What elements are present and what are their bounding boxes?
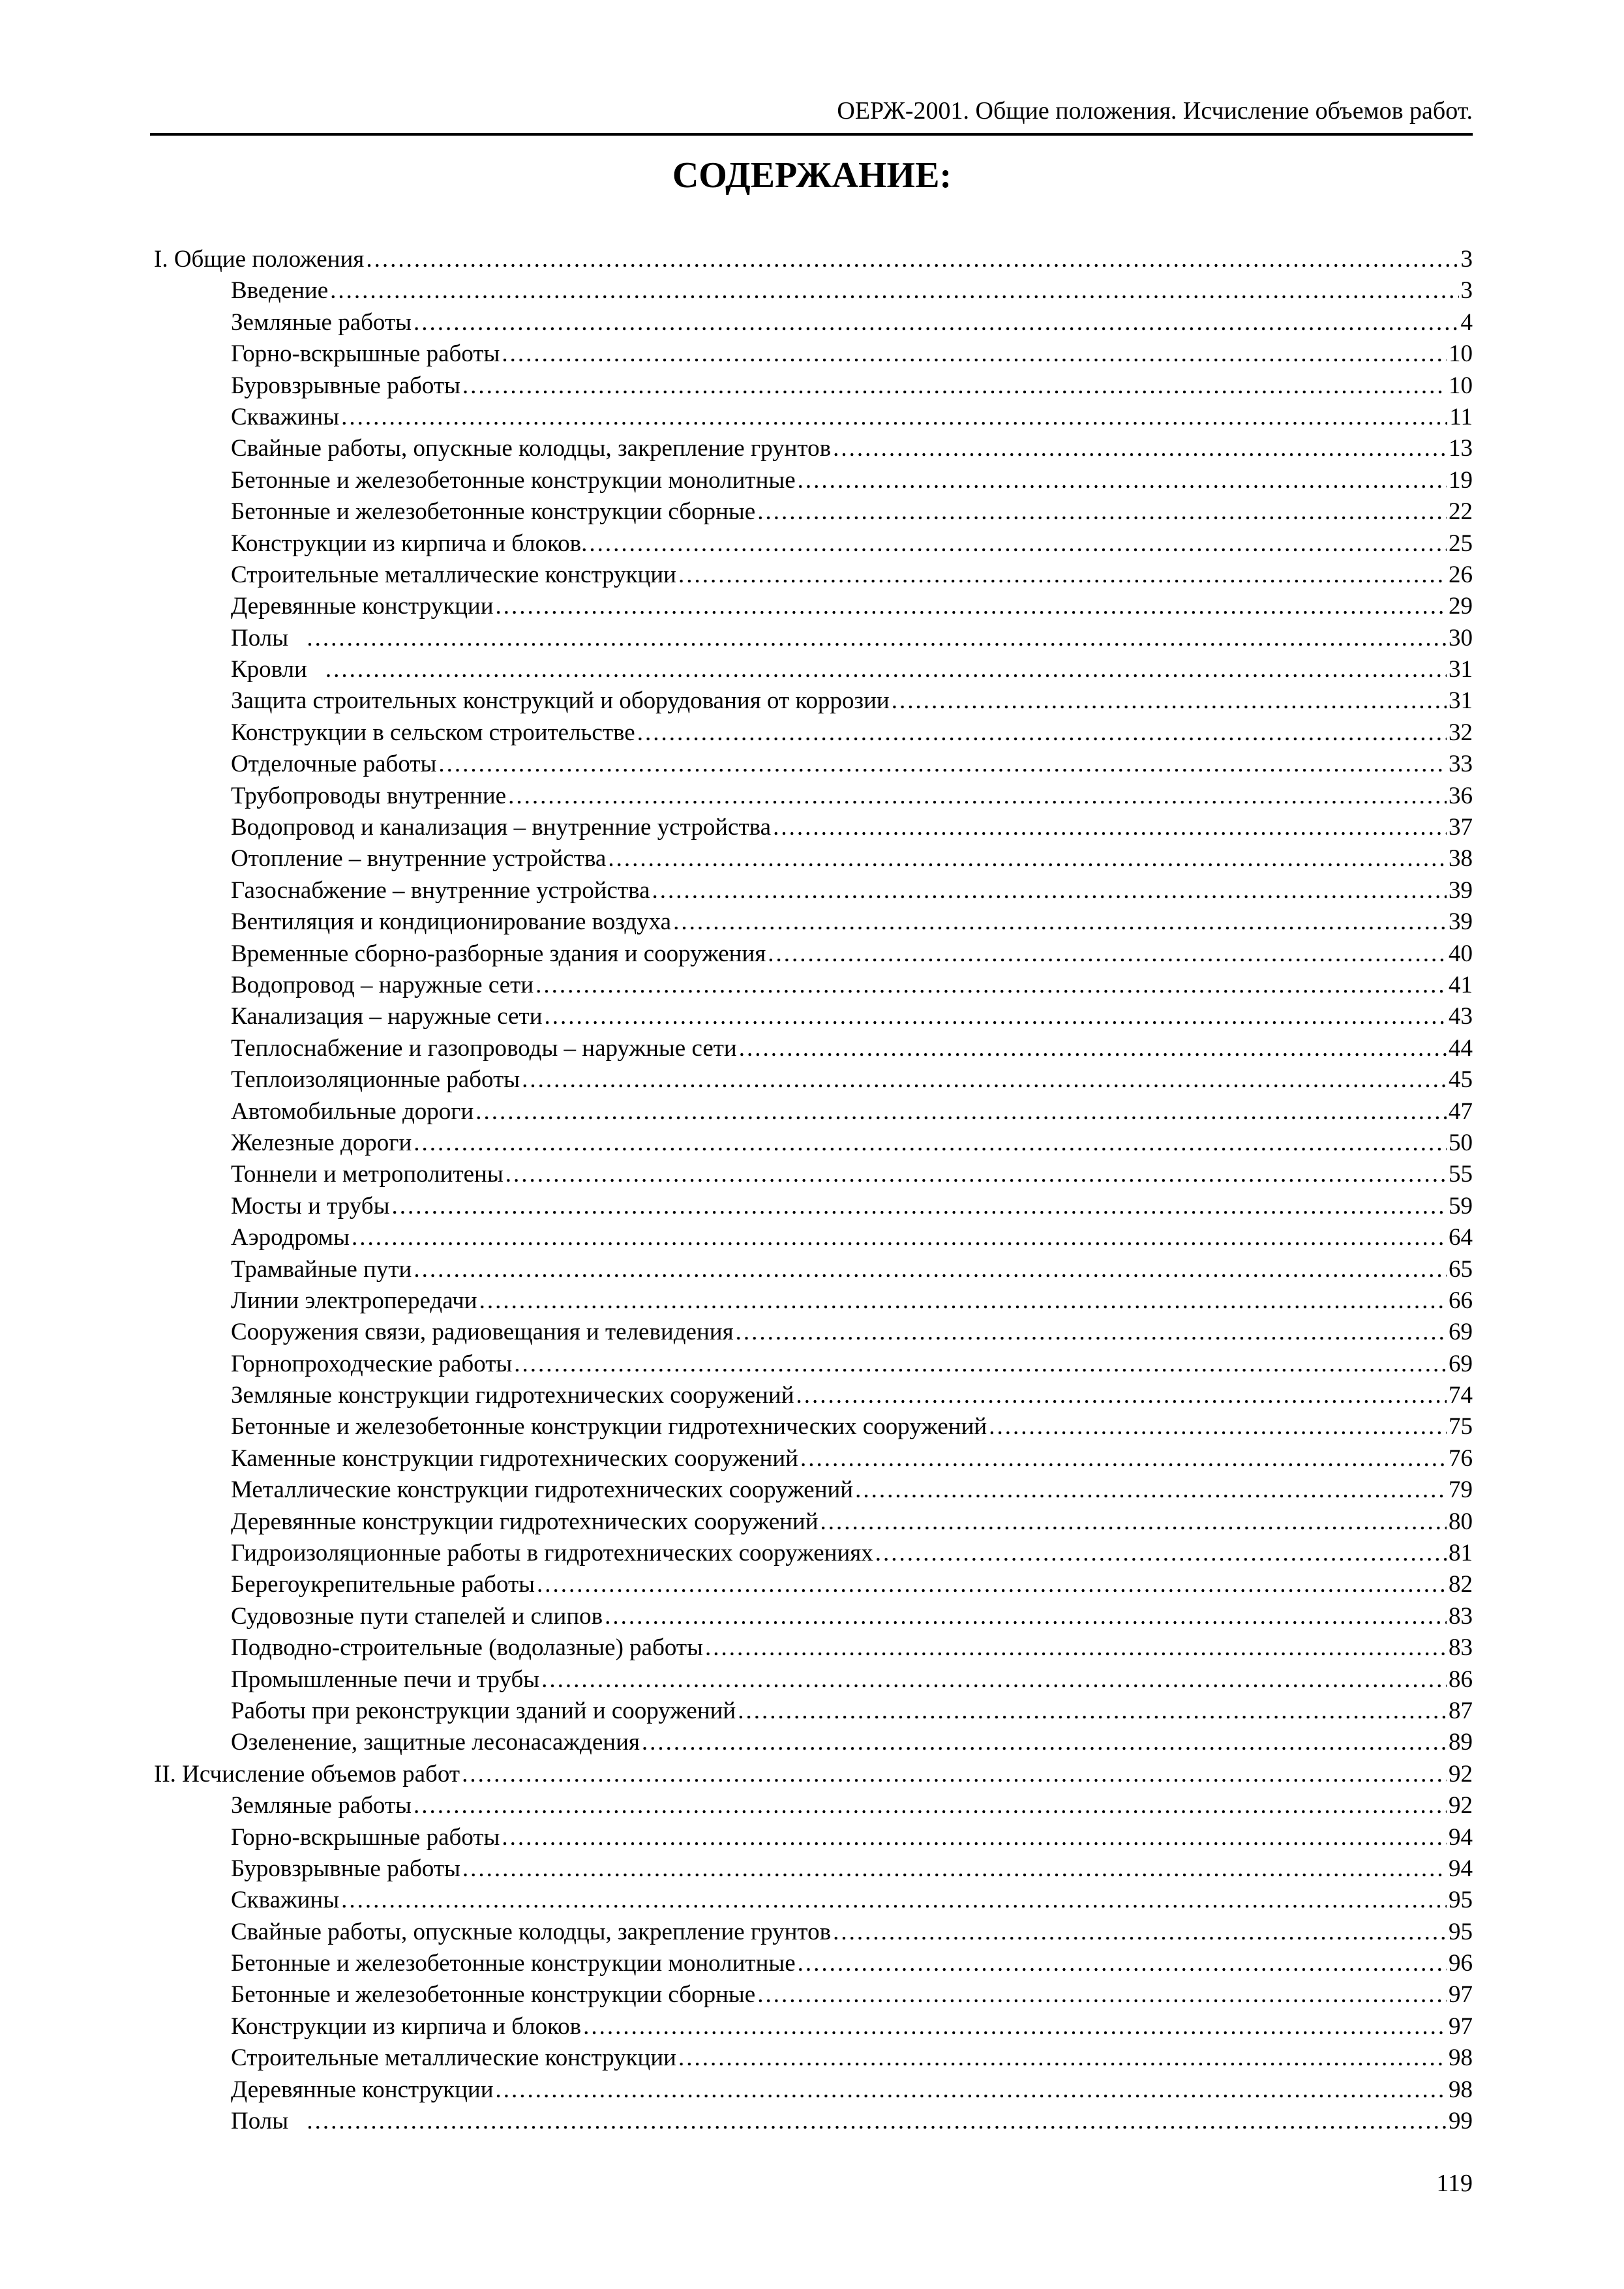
toc-entry-page: 74 (1449, 1382, 1473, 1409)
toc-entry (154, 1506, 1473, 1538)
toc-entry-page: 44 (1449, 1034, 1473, 1062)
toc-entry-page: 80 (1449, 1508, 1473, 1535)
toc-dot-leader (800, 1443, 1447, 1474)
toc-entry-page: 83 (1449, 1634, 1473, 1662)
toc-entry-label: Подводно-строительные (водолазные) работы (231, 1634, 703, 1662)
toc-entry-label: Защита строительных конструкций и оборудования от коррозии (231, 687, 890, 715)
toc-dot-leader (341, 402, 1447, 433)
toc-entry (154, 1159, 1473, 1190)
toc-entry-page: 82 (1449, 1571, 1473, 1598)
toc-dot-leader (545, 1001, 1447, 1032)
toc-dot-leader (637, 717, 1447, 749)
toc-entry-page: 59 (1449, 1192, 1473, 1219)
toc-entry-page: 3 (1460, 246, 1473, 273)
toc-dot-leader (796, 1380, 1447, 1411)
toc-entry-label: Вентиляция и кондиционирование воздуха (231, 908, 672, 936)
toc-entry-page: 75 (1449, 1413, 1473, 1441)
toc-entry (154, 781, 1473, 812)
toc-entry-label: Сооружения связи, радиовещания и телевидения (231, 1319, 734, 1346)
toc-entry-label: Земляные работы (231, 1792, 412, 1819)
toc-entry (154, 1632, 1473, 1664)
toc-dot-leader (798, 1948, 1447, 1979)
toc-dot-leader (833, 1917, 1447, 1948)
toc-entry (154, 970, 1473, 1001)
toc-entry-page: 40 (1449, 940, 1473, 967)
toc-entry-page: 4 (1460, 308, 1473, 336)
toc-entry (154, 843, 1473, 875)
toc-entry (154, 654, 1473, 685)
toc-entry-page: 41 (1449, 971, 1473, 998)
toc-entry-page: 95 (1449, 1918, 1473, 1945)
toc-entry-page: 38 (1449, 845, 1473, 873)
toc-dot-leader (738, 1696, 1447, 1727)
toc-entry-page: 92 (1449, 1760, 1473, 1788)
toc-entry (154, 1885, 1473, 1916)
toc-entry-page: 98 (1449, 2076, 1473, 2103)
toc-entry (154, 496, 1473, 528)
toc-entry (154, 1727, 1473, 1758)
toc-entry-label: Отопление – внутренние устройства (231, 845, 607, 873)
toc-dot-leader (678, 560, 1447, 591)
toc-entry-label: Полы (231, 624, 289, 651)
toc-entry-page: 39 (1449, 908, 1473, 936)
toc-entry (154, 1538, 1473, 1569)
toc-entry-page: 29 (1449, 593, 1473, 620)
toc-entry (154, 1380, 1473, 1411)
toc-entry-label: Горнопроходческие работы (231, 1350, 513, 1377)
toc-entry-label: Бетонные и железобетонные конструкции монолитные (231, 466, 796, 494)
toc-entry-page: 45 (1449, 1066, 1473, 1094)
toc-entry-page: 3 (1460, 277, 1473, 305)
toc-entry-label: Временные сборно-разборные здания и сооружения (231, 940, 766, 967)
toc-entry-label: Скважины (231, 403, 340, 430)
toc-entry-label: Скважины (231, 1887, 340, 1914)
toc-section-entry (154, 1759, 1473, 1790)
toc-entry-label: Водопровод – наружные сети (231, 971, 534, 998)
toc-entry-page: 36 (1449, 782, 1473, 809)
toc-entry (154, 307, 1473, 338)
toc-entry-label: Деревянные конструкции (231, 593, 494, 620)
toc-entry-page: 97 (1449, 2012, 1473, 2040)
toc-entry-label: Свайные работы, опускные колодцы, закрепление грунтов (231, 435, 832, 462)
toc-dot-leader (768, 938, 1447, 970)
page-title: СОДЕРЖАНИЕ: (672, 155, 952, 196)
toc-entry-page: 55 (1449, 1161, 1473, 1188)
toc-entry-label: Судовозные пути стапелей и слипов (231, 1602, 603, 1630)
toc-entry-page: 11 (1449, 403, 1473, 430)
toc-dot-leader (773, 812, 1447, 843)
toc-entry-label: Металлические конструкции гидротехнических сооружений (231, 1476, 854, 1504)
toc-entry-label: Конструкции в сельском строительстве (231, 719, 635, 746)
toc-entry (154, 938, 1473, 970)
toc-entry-label: I. Общие положения (154, 246, 365, 273)
toc-dot-leader (652, 875, 1447, 906)
toc-entry (154, 1979, 1473, 2011)
toc-entry-page: 86 (1449, 1666, 1473, 1693)
toc-entry-page: 65 (1449, 1255, 1473, 1283)
toc-entry (154, 1222, 1473, 1253)
toc-entry (154, 1790, 1473, 1821)
toc-entry-page: 22 (1449, 498, 1473, 526)
toc-dot-leader (820, 1506, 1447, 1538)
toc-dot-leader (739, 1033, 1447, 1064)
toc-entry-label: Теплоснабжение и газопроводы – наружные сети (231, 1034, 737, 1062)
toc-entry-label: Бетонные и железобетонные конструкции монолитные (231, 1950, 796, 1977)
toc-entry-label: Берегоукрепительные работы (231, 1571, 535, 1598)
toc-entry (154, 2106, 1473, 2137)
toc-entry-page: 99 (1449, 2108, 1473, 2135)
toc-entry (154, 1917, 1473, 1948)
toc-entry-label: Железные дороги (231, 1129, 412, 1156)
toc-entry-label: Свайные работы, опускные колодцы, закрепление грунтов (231, 1918, 832, 1945)
toc-entry (154, 1443, 1473, 1474)
toc-entry (154, 1696, 1473, 1727)
toc-section-entry (154, 244, 1473, 275)
toc-entry-label: Полы (231, 2108, 289, 2135)
toc-entry (154, 1474, 1473, 1506)
toc-dot-leader (541, 1664, 1447, 1696)
toc-entry-label: Буровзрывные работы (231, 1855, 460, 1882)
toc-dot-leader (462, 370, 1447, 402)
toc-entry-label: Озеленение, защитные лесонасаждения (231, 1729, 640, 1756)
toc-entry-page: 10 (1449, 372, 1473, 399)
toc-entry (154, 1285, 1473, 1317)
toc-entry (154, 1411, 1473, 1443)
toc-entry-label: Строительные металлические конструкции (231, 2044, 676, 2072)
toc-entry (154, 370, 1473, 402)
toc-entry (154, 1569, 1473, 1600)
toc-entry-page: 32 (1449, 719, 1473, 746)
toc-entry (154, 1822, 1473, 1853)
toc-entry-page: 94 (1449, 1823, 1473, 1851)
page-number: 119 (1436, 2170, 1473, 2197)
toc-entry-label: Автомобильные дороги (231, 1098, 474, 1125)
toc-entry-label: II. Исчисление объемов работ (154, 1760, 460, 1788)
toc-entry (154, 685, 1473, 717)
toc-dot-leader (583, 2011, 1447, 2042)
toc-entry-label: Трамвайные пути (231, 1255, 412, 1283)
toc-dot-leader (537, 1569, 1447, 1600)
toc-entry-page: 76 (1449, 1444, 1473, 1472)
toc-entry (154, 1349, 1473, 1380)
toc-entry (154, 717, 1473, 749)
toc-dot-leader (496, 2074, 1447, 2106)
toc-entry-page: 95 (1449, 1887, 1473, 1914)
toc-entry (154, 433, 1473, 464)
toc-entry-page: 13 (1449, 435, 1473, 462)
toc-entry-page: 79 (1449, 1476, 1473, 1504)
toc-entry-label: Бетонные и железобетонные конструкции сборные (231, 498, 756, 526)
toc-dot-leader (757, 496, 1447, 528)
toc-entry-label: Мосты и трубы (231, 1192, 390, 1219)
toc-dot-leader (307, 623, 1447, 654)
toc-entry-label: Тоннели и метрополитены (231, 1161, 504, 1188)
toc-entry (154, 2011, 1473, 2042)
toc-dot-leader (892, 685, 1447, 717)
toc-dot-leader (414, 1254, 1447, 1285)
toc-entry-page: 64 (1449, 1224, 1473, 1251)
toc-dot-leader (391, 1191, 1447, 1222)
table-of-contents (154, 244, 1473, 2137)
running-header: ОЕРЖ-2001. Общие положения. Исчисление объемов работ. (150, 97, 1473, 136)
toc-dot-leader (366, 244, 1458, 275)
toc-entry (154, 2042, 1473, 2074)
toc-entry-label: Каменные конструкции гидротехнических сооружений (231, 1444, 798, 1472)
toc-dot-leader (414, 307, 1459, 338)
toc-dot-leader (673, 906, 1447, 938)
toc-entry (154, 1033, 1473, 1064)
toc-dot-leader (479, 1285, 1447, 1317)
toc-entry-page: 31 (1449, 656, 1473, 683)
toc-entry (154, 338, 1473, 370)
toc-dot-leader (705, 1632, 1447, 1664)
toc-entry-page: 30 (1449, 624, 1473, 651)
toc-entry-label: Горно-вскрышные работы (231, 1823, 500, 1851)
toc-dot-leader (307, 2106, 1447, 2137)
toc-entry (154, 1128, 1473, 1159)
toc-dot-leader (438, 749, 1447, 780)
toc-entry-page: 83 (1449, 1602, 1473, 1630)
toc-dot-leader (502, 338, 1447, 370)
toc-entry-label: Трубопроводы внутренние (231, 782, 507, 809)
toc-entry-label: Земляные работы (231, 308, 412, 336)
toc-entry (154, 1317, 1473, 1348)
toc-entry-page: 19 (1449, 466, 1473, 494)
toc-entry-label: Аэродромы (231, 1224, 350, 1251)
toc-entry-page: 25 (1449, 530, 1473, 557)
toc-dot-leader (496, 591, 1447, 622)
toc-entry-page: 50 (1449, 1129, 1473, 1156)
toc-dot-leader (798, 465, 1447, 496)
toc-dot-leader (589, 528, 1447, 560)
toc-entry (154, 1601, 1473, 1632)
toc-entry (154, 1254, 1473, 1285)
toc-entry-label: Водопровод и канализация – внутренние устройства (231, 814, 772, 841)
toc-dot-leader (855, 1474, 1447, 1506)
toc-entry-page: 87 (1449, 1697, 1473, 1724)
toc-entry-label: Деревянные конструкции гидротехнических сооружений (231, 1508, 819, 1535)
toc-entry-label: Конструкции из кирпича и блоков (231, 2012, 582, 2040)
toc-dot-leader (757, 1979, 1447, 2011)
toc-entry-label: Земляные конструкции гидротехнических сооружений (231, 1382, 794, 1409)
toc-entry (154, 906, 1473, 938)
toc-entry-page: 31 (1449, 687, 1473, 715)
toc-dot-leader (325, 654, 1447, 685)
toc-dot-leader (736, 1317, 1447, 1348)
toc-dot-leader (522, 1064, 1447, 1096)
toc-entry (154, 528, 1473, 560)
toc-entry (154, 1853, 1473, 1885)
toc-entry-label: Бетонные и железобетонные конструкции сборные (231, 1981, 756, 2009)
toc-dot-leader (414, 1128, 1447, 1159)
toc-entry-label: Теплоизоляционные работы (231, 1066, 520, 1094)
toc-entry-label: Промышленные печи и трубы (231, 1666, 540, 1693)
toc-entry-label: Гидроизоляционные работы в гидротехнических сооружениях (231, 1540, 873, 1567)
toc-entry-label: Кровли (231, 656, 307, 683)
toc-entry (154, 812, 1473, 843)
toc-dot-leader (605, 1601, 1447, 1632)
toc-entry-page: 47 (1449, 1098, 1473, 1125)
toc-entry-label: Отделочные работы (231, 751, 437, 778)
toc-dot-leader (514, 1349, 1447, 1380)
toc-entry-page: 10 (1449, 340, 1473, 368)
toc-dot-leader (535, 970, 1447, 1001)
toc-dot-leader (462, 1853, 1447, 1885)
toc-dot-leader (989, 1411, 1447, 1443)
toc-dot-leader (475, 1096, 1447, 1128)
toc-entry (154, 1664, 1473, 1696)
toc-entry-label: Линии электропередачи (231, 1287, 477, 1314)
toc-entry (154, 1948, 1473, 1979)
toc-dot-leader (678, 2042, 1447, 2074)
toc-entry-label: Буровзрывные работы (231, 372, 460, 399)
toc-entry-page: 97 (1449, 1981, 1473, 2009)
toc-entry-page: 81 (1449, 1540, 1473, 1567)
toc-entry-label: Горно-вскрышные работы (231, 340, 500, 368)
toc-entry-page: 39 (1449, 876, 1473, 904)
toc-entry-label: Канализация – наружные сети (231, 1003, 543, 1030)
toc-entry (154, 560, 1473, 591)
toc-entry (154, 465, 1473, 496)
toc-entry-page: 26 (1449, 561, 1473, 588)
toc-entry (154, 275, 1473, 307)
toc-dot-leader (508, 781, 1447, 812)
toc-entry-label: Деревянные конструкции (231, 2076, 494, 2103)
toc-entry (154, 1096, 1473, 1128)
toc-dot-leader (341, 1885, 1447, 1916)
toc-entry-label: Строительные металлические конструкции (231, 561, 676, 588)
toc-entry-page: 92 (1449, 1792, 1473, 1819)
toc-dot-leader (642, 1727, 1447, 1758)
toc-entry-label: Введение (231, 277, 329, 305)
toc-entry-page: 66 (1449, 1287, 1473, 1314)
toc-dot-leader (505, 1159, 1447, 1190)
toc-entry-page: 33 (1449, 751, 1473, 778)
toc-entry-label: Конструкции из кирпича и блоков. (231, 530, 588, 557)
toc-dot-leader (833, 433, 1447, 464)
toc-dot-leader (608, 843, 1447, 875)
toc-entry (154, 623, 1473, 654)
toc-dot-leader (330, 275, 1458, 307)
toc-entry-page: 98 (1449, 2044, 1473, 2072)
toc-entry-page: 43 (1449, 1003, 1473, 1030)
toc-entry (154, 875, 1473, 906)
toc-entry-page: 69 (1449, 1350, 1473, 1377)
toc-entry-label: Работы при реконструкции зданий и сооружений (231, 1697, 736, 1724)
toc-entry (154, 591, 1473, 622)
toc-dot-leader (502, 1822, 1447, 1853)
toc-entry (154, 1191, 1473, 1222)
toc-entry-page: 94 (1449, 1855, 1473, 1882)
toc-entry-page: 69 (1449, 1319, 1473, 1346)
toc-entry (154, 1064, 1473, 1096)
toc-entry-page: 96 (1449, 1950, 1473, 1977)
toc-entry (154, 1001, 1473, 1032)
toc-entry-page: 37 (1449, 814, 1473, 841)
toc-entry-label: Газоснабжение – внутренние устройства (231, 876, 650, 904)
toc-dot-leader (462, 1759, 1447, 1790)
toc-entry-page: 89 (1449, 1729, 1473, 1756)
toc-entry-label: Бетонные и железобетонные конструкции гидротехнических сооружений (231, 1413, 987, 1441)
toc-dot-leader (875, 1538, 1447, 1569)
toc-dot-leader (414, 1790, 1447, 1821)
toc-dot-leader (352, 1222, 1447, 1253)
toc-entry (154, 749, 1473, 780)
toc-entry (154, 2074, 1473, 2106)
toc-entry (154, 402, 1473, 433)
